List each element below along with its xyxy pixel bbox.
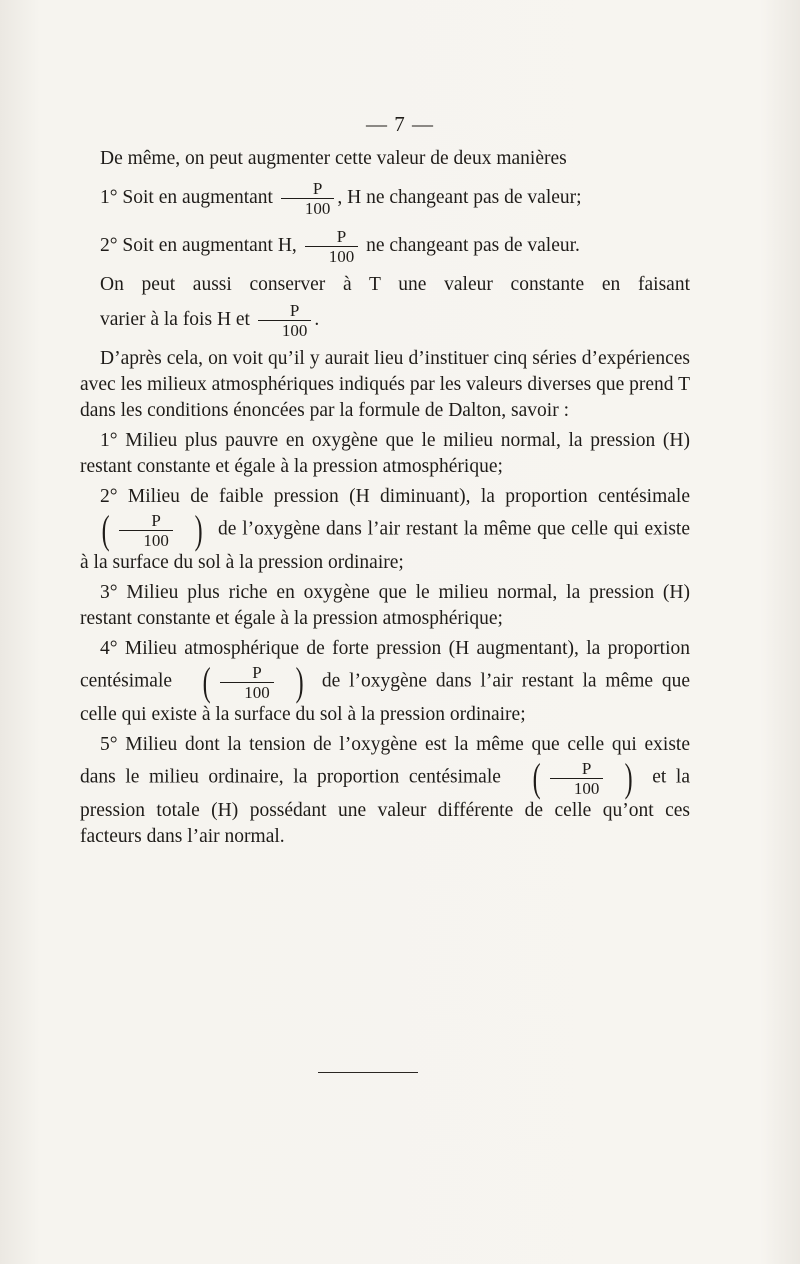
item-4	[80, 636, 690, 728]
line-text: et la pression totale (H) possédant une valeur différente de celle qu’ont ces facteurs dans l’air normal.	[80, 766, 690, 847]
line-text: 4° Milieu atmosphérique de forte pression (H augmentant), la proportion centésimale	[80, 638, 690, 692]
paragraph-intro	[80, 146, 690, 172]
line-text: 3° Milieu plus riche en oxygène que le milieu normal, la pression (H) restant constante et égale à la pression atmosphérique;	[80, 582, 690, 629]
line-text: 1° Soit en augmentant	[100, 187, 273, 208]
case-1	[80, 176, 690, 220]
item-5	[80, 732, 690, 850]
parenthesized-fraction: ( $\frac{P}{100}$ )	[202, 659, 304, 704]
case-2	[80, 224, 690, 268]
line-text: ne changeant pas de valeur.	[366, 235, 580, 256]
line-text: 5° Milieu dont la tension de l’oxygène est la même que celle qui existe dans le milieu ordinaire, la proportion centésimale	[80, 734, 690, 788]
line-text: .	[314, 309, 320, 330]
line-text: varier à la fois H et	[100, 309, 250, 330]
line-text: 1° Milieu plus pauvre en oxygène que le milieu normal, la pression (H) restant constante et égale à la pression atmosphérique;	[80, 430, 690, 477]
line-text: On peut aussi conserver à T une valeur constante en faisant	[100, 274, 690, 295]
parenthesized-fraction: ( $\frac{P}{100}$ )	[101, 507, 203, 552]
end-rule	[318, 1072, 418, 1073]
line-text: 2° Soit en augmentant H,	[100, 235, 297, 256]
item-3	[80, 580, 690, 632]
line-text: de l’oxygène dans l’air restant la même que celle qui existe à la surface du sol à la pression ordinaire;	[80, 670, 691, 725]
line-text: , H ne changeant pas de valeur;	[337, 187, 582, 208]
page-number: — 7 —	[366, 112, 434, 136]
body-text	[80, 146, 690, 854]
line-text: D’après cela, on voit qu’il y aurait lieu d’instituer cinq séries d’expériences avec les milieux atmosphériques indiqués par les valeurs diverses que prend T dans les conditions énoncées par la formule de Dalton, savoir :	[80, 348, 690, 421]
item-2	[80, 484, 690, 576]
fraction-p-over-100: $\frac{P}{100}$	[281, 179, 335, 218]
line-text: de l’oxygène dans l’air restant la même que celle qui existe à la surface du sol à la pression ordinaire;	[80, 518, 691, 573]
paragraph-series	[80, 346, 690, 424]
fraction-p-over-100: $\frac{P}{100}$	[258, 301, 312, 340]
item-1	[80, 428, 690, 480]
parenthesized-fraction: ( $\frac{P}{100}$ )	[532, 755, 633, 800]
line-text: 2° Milieu de faible pression (H diminuant), la proportion centésimale	[100, 486, 690, 507]
paragraph-constant	[80, 272, 690, 342]
line-text: De même, on peut augmenter cette valeur de deux manières	[100, 148, 567, 169]
fraction-p-over-100: $\frac{P}{100}$	[305, 227, 359, 266]
